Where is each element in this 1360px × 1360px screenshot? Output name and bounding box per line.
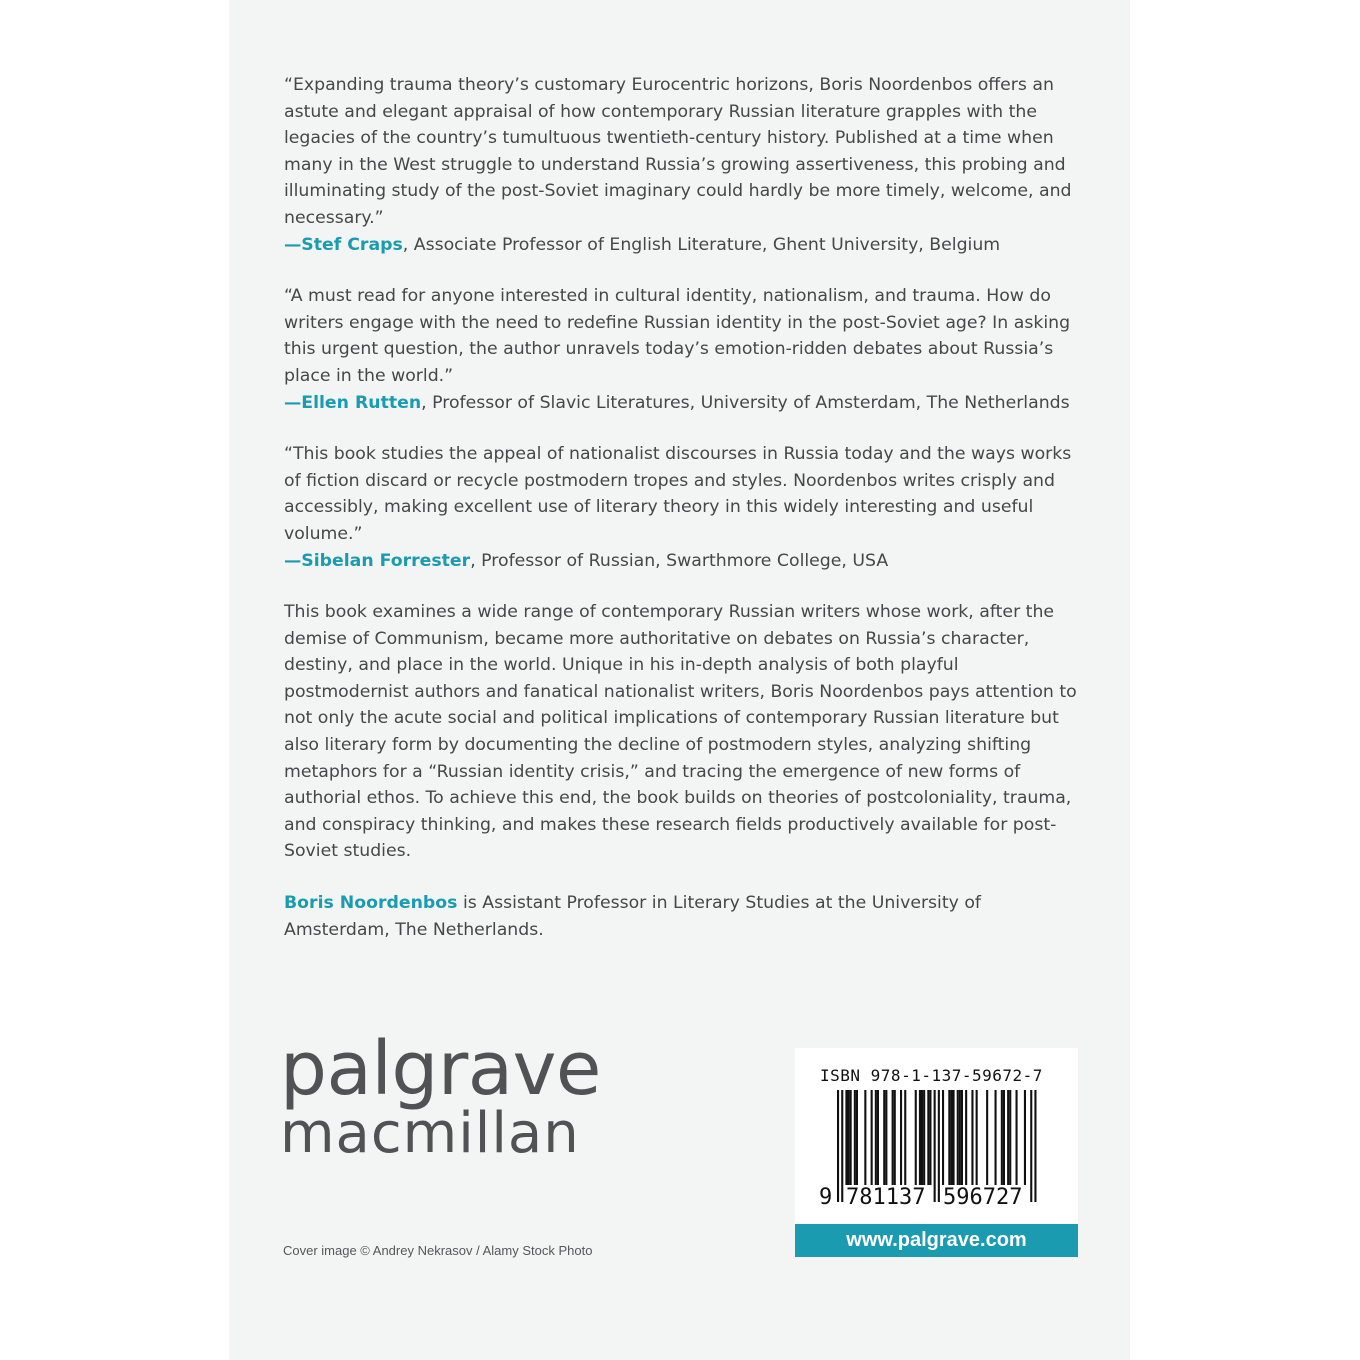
barcode-bar (837, 1090, 839, 1202)
barcode-bar (904, 1090, 906, 1185)
endorser-affiliation: , Professor of Russian, Swarthmore College, USA (470, 550, 889, 571)
barcode-bar (921, 1090, 923, 1185)
endorser-name: —Stef Craps (284, 234, 403, 255)
barcode-bar (938, 1090, 940, 1202)
barcode-bar (877, 1090, 879, 1185)
barcode-bar (883, 1090, 885, 1185)
barcode-bar (1030, 1090, 1032, 1202)
barcode-bar (976, 1090, 978, 1185)
endorser-affiliation: , Professor of Slavic Literatures, University of Amsterdam, The Netherlands (421, 392, 1070, 413)
barcode-bar (971, 1090, 973, 1185)
barcode-bar (1007, 1090, 1009, 1185)
publisher-logo-line2: macmillan (280, 1101, 580, 1166)
barcode-bar (934, 1090, 936, 1202)
barcode-bar (864, 1090, 866, 1185)
barcode-bar (900, 1090, 902, 1185)
publisher-logo (280, 1026, 601, 1166)
author-bio (284, 890, 1084, 943)
barcode-bar (995, 1090, 997, 1185)
barcode-bar (1001, 1090, 1003, 1185)
barcode-bar (953, 1090, 955, 1185)
barcode-bar (1003, 1090, 1005, 1185)
endorsement-attribution (284, 232, 1084, 259)
publisher-logo-line1: palgrave (280, 1026, 601, 1112)
endorsement-attribution (284, 390, 1084, 417)
barcode-bar (915, 1090, 917, 1185)
barcode-bar (929, 1090, 931, 1185)
barcode-bar (942, 1090, 944, 1185)
author-bio-text: is Assistant Professor in Literary Studies at the University of Amsterdam, The Netherlands. (284, 893, 982, 940)
endorser-name: —Ellen Rutten (284, 392, 422, 413)
barcode-bar (957, 1090, 959, 1185)
author-name: Boris Noordenbos (284, 893, 458, 914)
barcode-bar (1034, 1090, 1036, 1202)
publisher-website: www.palgrave.com (795, 1224, 1078, 1257)
barcode-bar (919, 1090, 921, 1185)
isbn-label: ISBN 978-1-137-59672-7 (820, 1066, 1043, 1085)
endorsement (284, 283, 1084, 416)
endorsement-attribution (284, 548, 1084, 575)
endorsement-quote: “Expanding trauma theory’s customary Eurocentric horizons, Boris Noordenbos offers an astute and elegant appraisal of how contemporary Russian literature grapples with the legacies of the country’s tumultuous twentieth-century history. Published at a time when many in the West struggle to understand Russia’s growing assertiveness, this probing and illuminating study of the post-Soviet imaginary could hardly be more timely, welcome, and necessary.” (284, 75, 1072, 228)
cover-image-credit: Cover image © Andrey Nekrasov / Alamy Stock Photo (283, 1243, 593, 1258)
barcode-bar (965, 1090, 967, 1185)
barcode-bar (856, 1090, 858, 1185)
barcode-bar (848, 1090, 850, 1185)
endorsement (284, 441, 1084, 574)
barcode-left-digits: 781137 (846, 1185, 926, 1210)
endorsement (284, 72, 1084, 258)
barcode-bar (986, 1090, 988, 1185)
barcode-bar (871, 1090, 873, 1185)
barcode-bar (948, 1090, 950, 1185)
barcode-bar (850, 1090, 852, 1185)
barcode-first-digit: 9 (819, 1185, 833, 1210)
barcode-bar (892, 1090, 894, 1185)
barcode-bar (854, 1090, 856, 1185)
barcode-bar (894, 1090, 896, 1185)
endorsement-quote: “A must read for anyone interested in cultural identity, nationalism, and trauma. How do writers engage with the need to redefine Russian identity in the post-Soviet age? In asking this urgent question, the author unravels today’s emotion-ridden debates about Russia’s place in the world.” (284, 286, 1071, 386)
book-description: This book examines a wide range of contemporary Russian writers whose work, after the demise of Communism, became more authoritative on debates on Russia’s character, destiny, and place in the world. Unique in his in-depth analysis of both playful postmodernist authors and fanatical nationalist writers, Boris Noordenbos pays attention to not only the acute social and political implications of contemporary Russian literature but also literary form by documenting the decline of postmodern styles, analyzing shifting metaphors for a “Russian identity crisis,” and tracing the emergence of new forms of authorial ethos. To achieve this end, the book builds on theories of postcoloniality, trauma, and conspiracy thinking, and makes these research fields productively available for post-Soviet studies. (284, 602, 1077, 862)
barcode-bar (961, 1090, 963, 1185)
endorser-affiliation: , Associate Professor of English Literature, Ghent University, Belgium (402, 234, 1001, 255)
barcode-icon (817, 1090, 1057, 1215)
back-cover-text (284, 72, 1084, 968)
barcode-bar (1024, 1090, 1026, 1185)
barcode-bar (845, 1090, 847, 1185)
endorsement-quote: “This book studies the appeal of nationalist discourses in Russia today and the ways works of fiction discard or recycle postmodern tropes and styles. Noordenbos writes crisply and accessibly, making excellent use of literary theory in this widely interesting and useful volume.” (284, 444, 1072, 544)
barcode-bar (923, 1090, 925, 1185)
barcode-bar (927, 1090, 929, 1185)
barcode-bar (875, 1090, 877, 1185)
barcode-bar (950, 1090, 952, 1185)
barcode-bar (1009, 1090, 1011, 1185)
endorser-name: —Sibelan Forrester (284, 550, 471, 571)
barcode-bar (841, 1090, 843, 1202)
barcode-bar (1016, 1090, 1018, 1185)
isbn-barcode (795, 1048, 1078, 1224)
barcode-right-digits: 596727 (943, 1185, 1023, 1210)
barcode-bar (959, 1090, 961, 1185)
barcode-bar (885, 1090, 887, 1185)
